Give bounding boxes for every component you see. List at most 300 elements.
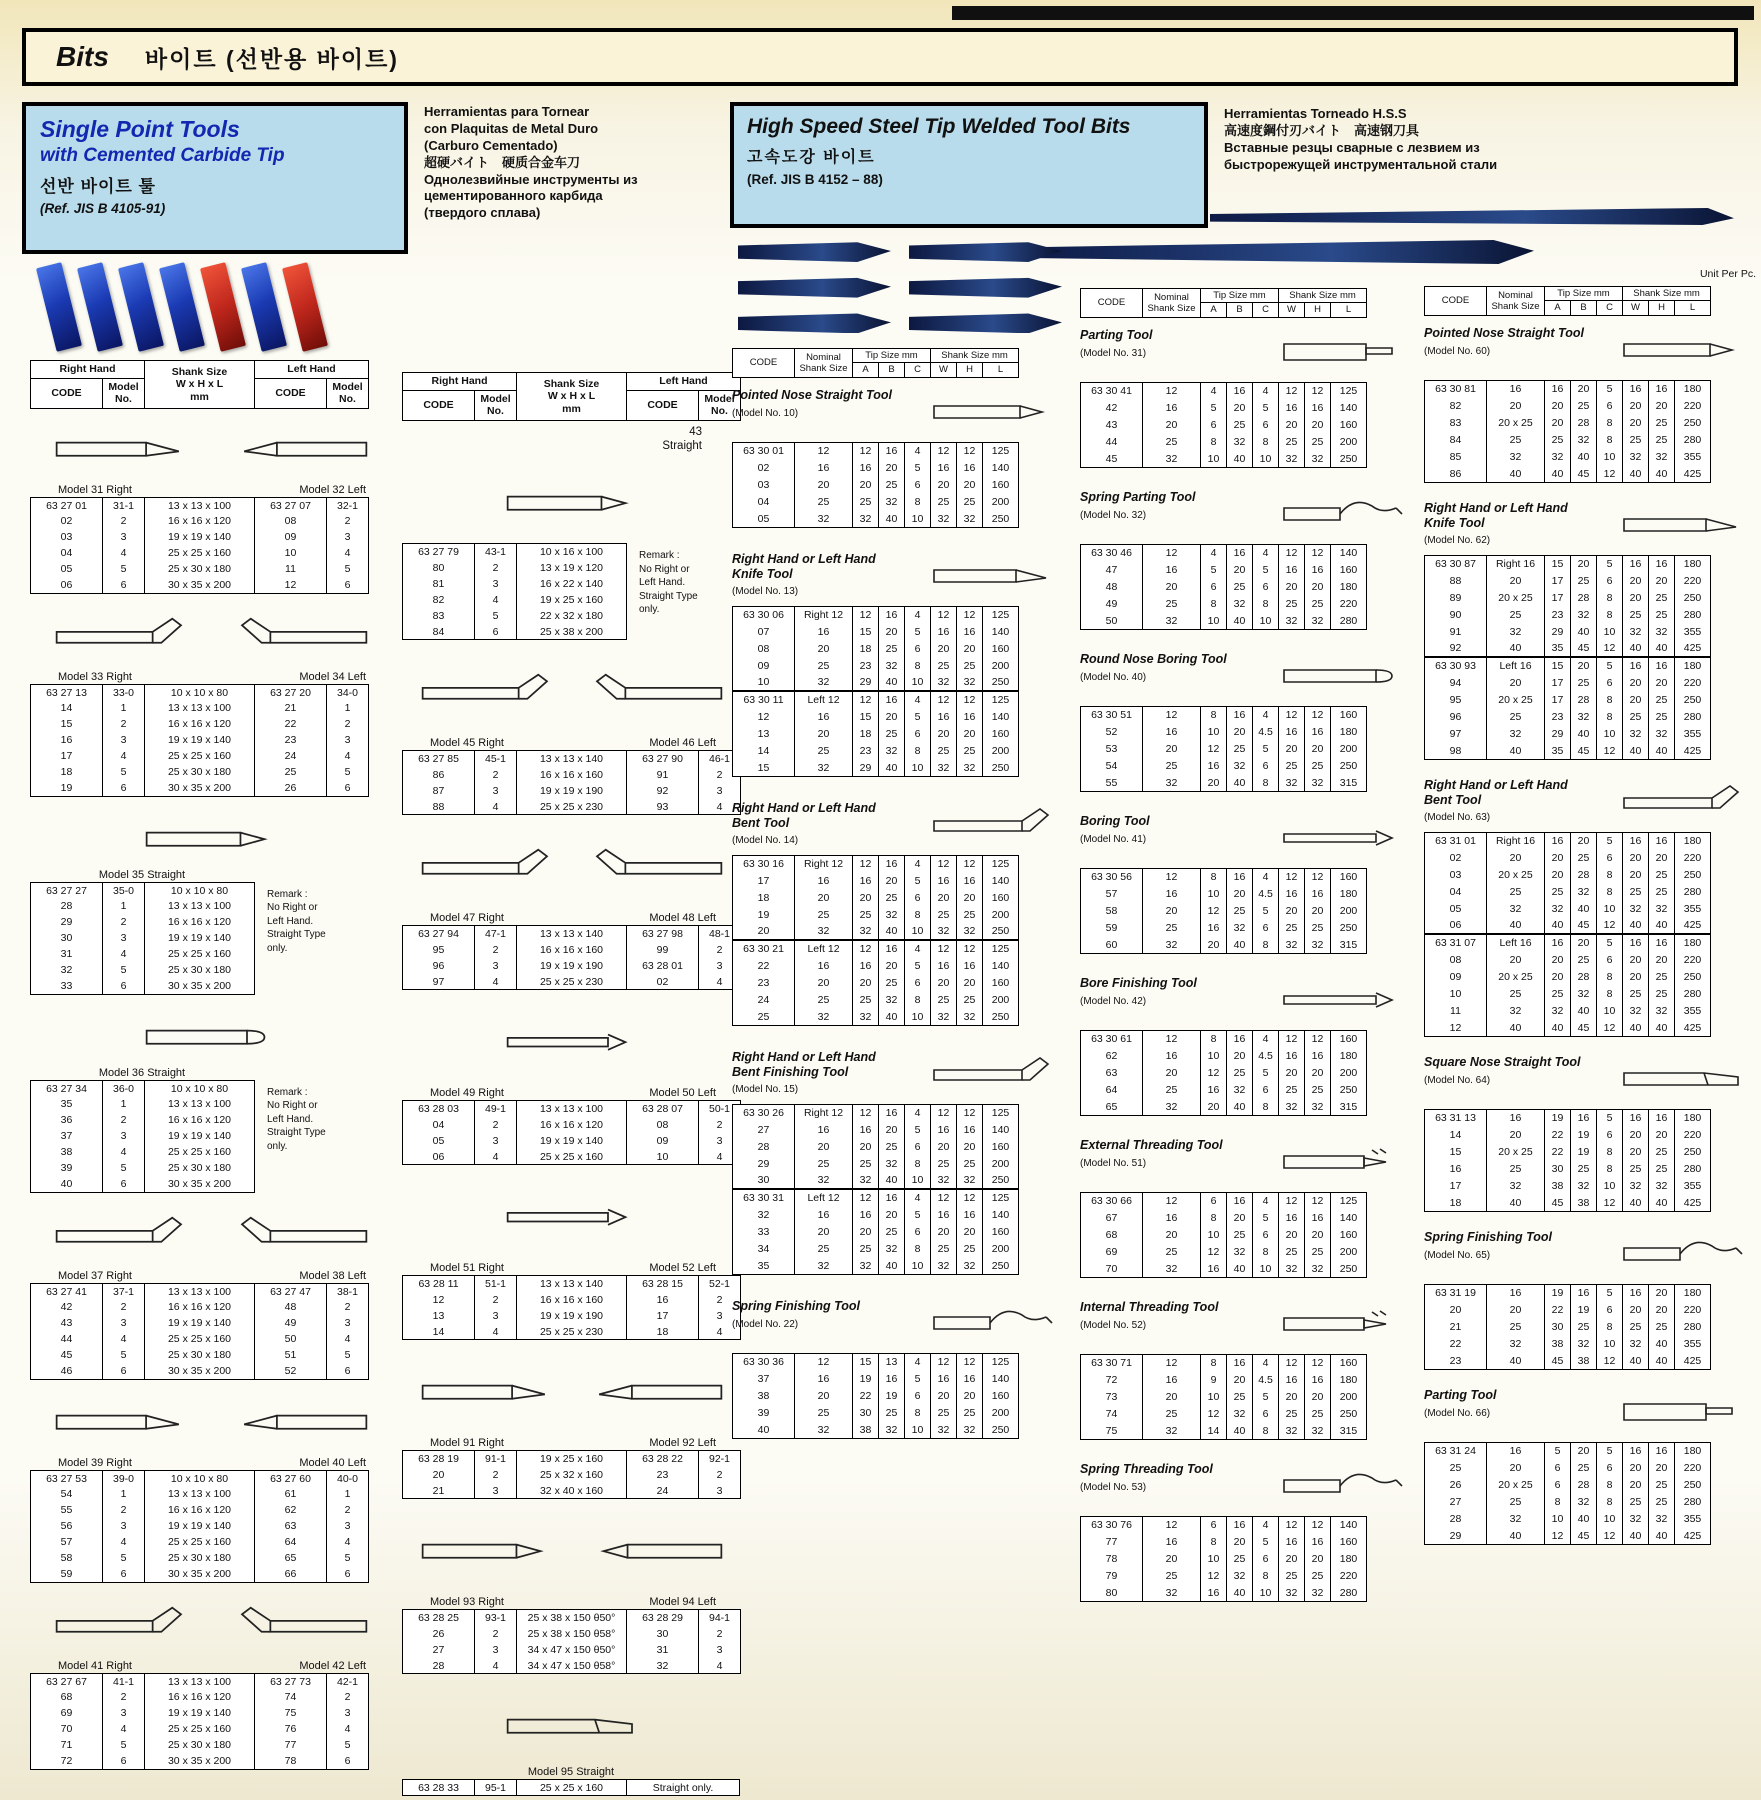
spec-row: [1425, 606, 1711, 623]
tool-title: Right Hand or Left Hand Bent Finishing Tool: [732, 1049, 876, 1079]
cell: 84: [1425, 431, 1487, 448]
cell: 4: [103, 748, 145, 764]
spec-row: [733, 1121, 1019, 1138]
cell: 180: [1675, 555, 1711, 572]
cell: 32: [1623, 448, 1649, 465]
cell: 20: [1227, 1533, 1253, 1550]
cell: 6: [905, 725, 931, 742]
cell: 40: [1623, 1527, 1649, 1544]
cell: 25: [1623, 431, 1649, 448]
spec-row: [1081, 902, 1367, 919]
spec-row: [31, 497, 369, 513]
dim-header: H: [957, 363, 983, 377]
cell: 3: [103, 529, 145, 545]
cell: 33: [31, 978, 103, 994]
spec-row: [403, 1149, 741, 1165]
cell: 54: [31, 1486, 103, 1502]
straight-model-note: 43 Straight: [662, 425, 702, 452]
spec-table: [1424, 1109, 1711, 1212]
cell: 32: [879, 991, 905, 1008]
cell: 11: [255, 561, 327, 577]
cell: 25: [1623, 708, 1649, 725]
cell: 220: [1675, 1301, 1711, 1318]
spec-row: [31, 1315, 369, 1331]
cell: 20: [1201, 936, 1227, 953]
cell: 23: [853, 742, 879, 759]
cell: 12: [795, 442, 853, 459]
cell: 20: [853, 476, 879, 493]
cell: 355: [1675, 1510, 1711, 1527]
cell: 10: [1201, 1550, 1227, 1567]
cell: 16 x 22 x 140: [517, 576, 627, 592]
cell: 16: [879, 1189, 905, 1206]
dim-header: L: [1331, 303, 1367, 317]
cell: 38: [1571, 1352, 1597, 1369]
cell: 40: [1545, 917, 1571, 934]
knife-tool-sketch-icon: [227, 1396, 377, 1444]
cell: 32: [1305, 1422, 1331, 1439]
cell: 20: [931, 1138, 957, 1155]
cell: 20: [1279, 416, 1305, 433]
cell: 78: [255, 1753, 327, 1769]
spec-row: [1425, 968, 1711, 985]
spec-table: [1080, 382, 1367, 468]
spec-table: [402, 1275, 741, 1340]
cell: 40: [31, 1176, 103, 1192]
cell: 125: [983, 442, 1019, 459]
cell: 24: [733, 991, 795, 1008]
cell: 22: [853, 1387, 879, 1404]
model-label-right: Model 91 Right: [430, 1437, 504, 1450]
cell: 44: [31, 1331, 103, 1347]
spec-row: [31, 978, 255, 994]
cell: 37-1: [103, 1283, 145, 1299]
cell: 16: [931, 1206, 957, 1223]
tool-table-block: [732, 1050, 1068, 1275]
cell: 13 x 13 x 100: [145, 1673, 255, 1689]
cell: 13 x 13 x 140: [517, 751, 627, 767]
spec-row: [403, 1610, 741, 1626]
spec-row: [733, 1189, 1019, 1206]
spec-row: [31, 577, 369, 593]
cell: 27: [403, 1642, 475, 1658]
cell: 05: [1425, 900, 1487, 917]
cell: 25: [1571, 397, 1597, 414]
cell: 16: [1201, 919, 1227, 936]
cell: 3: [475, 576, 517, 592]
cell: 200: [1331, 740, 1367, 757]
cell: 63 30 93: [1425, 657, 1487, 674]
cell: 250: [983, 1421, 1019, 1438]
dim-header: H: [1649, 301, 1675, 315]
spec-row: [1425, 623, 1711, 640]
cell: 40: [1623, 640, 1649, 657]
cell: 20: [1201, 774, 1227, 791]
text-line: (твердого сплава): [424, 205, 541, 221]
code-header: CODE: [1425, 287, 1487, 316]
cell: 6: [1597, 1459, 1623, 1476]
cell: 200: [983, 991, 1019, 1008]
cell: 63 27 34: [31, 1080, 103, 1096]
cell: 32: [1305, 1584, 1331, 1601]
shank-size-header: Shank Size mm: [1623, 287, 1711, 301]
tool-title: Pointed Nose Straight Tool: [732, 387, 892, 402]
cell: 42: [31, 1299, 103, 1315]
spec-row: [733, 1257, 1019, 1274]
cell: 250: [983, 510, 1019, 527]
spec-row: [733, 1404, 1019, 1421]
spec-row: [31, 1470, 369, 1486]
cell: 11: [1425, 1002, 1487, 1019]
cell: 63 30 16: [733, 855, 795, 872]
cell: 16: [931, 957, 957, 974]
cell: 4: [103, 1721, 145, 1737]
cell: 40: [1227, 936, 1253, 953]
cell: 25: [931, 1240, 957, 1257]
cell: 32: [1227, 1405, 1253, 1422]
cell: 32: [795, 923, 853, 940]
bore-tool-sketch-icon: [497, 1016, 647, 1064]
spec-row: [31, 545, 369, 561]
tool-sketch: [918, 1050, 1068, 1099]
cell: 16: [1279, 723, 1305, 740]
spec-row: [31, 1299, 369, 1315]
knife-tool-sketch-icon: [227, 423, 377, 471]
cell: 35: [1545, 742, 1571, 759]
cell: 63 30 06: [733, 606, 795, 623]
tool-title: Boring Tool: [1080, 813, 1150, 828]
cell: 8: [1201, 1354, 1227, 1371]
spec-table: [1424, 1284, 1711, 1370]
cell: 68: [31, 1689, 103, 1705]
cell: 74: [1081, 1405, 1143, 1422]
spec-table: [1080, 706, 1367, 792]
spring-tool-sketch-icon: [918, 1299, 1068, 1343]
cell: 30 x 35 x 200: [145, 780, 255, 796]
unit-note: Unit Per Pc.: [1699, 268, 1756, 280]
cell: 34 x 47 x 150 θ58°: [517, 1658, 627, 1674]
spec-row: [1425, 448, 1711, 465]
cell: 32: [1649, 725, 1675, 742]
cell: 4: [327, 1534, 369, 1550]
tool-title: Spring Parting Tool: [1080, 489, 1196, 504]
cell: 25: [1279, 757, 1305, 774]
spec-row: [403, 942, 741, 958]
cell: 6: [1253, 1226, 1279, 1243]
cell: 38: [1545, 1335, 1571, 1352]
cell: 2: [475, 1467, 517, 1483]
cell: 19: [733, 906, 795, 923]
cell: 12: [1597, 917, 1623, 934]
cell: 63 27 27: [31, 882, 103, 898]
cell: 05: [31, 561, 103, 577]
cell: 12: [1143, 706, 1201, 723]
cell: 20: [795, 476, 853, 493]
cell: 200: [983, 1240, 1019, 1257]
spec-row: [1425, 866, 1711, 883]
cell: 10: [1253, 1260, 1279, 1277]
model-table-block: [402, 1257, 742, 1340]
cell: 160: [1331, 706, 1367, 723]
cell: 16: [1201, 1081, 1227, 1098]
cell: 40: [1623, 465, 1649, 482]
spec-row: [31, 748, 369, 764]
cell: 8: [905, 1155, 931, 1172]
cell: 3: [103, 1128, 145, 1144]
cell: 32: [1305, 1260, 1331, 1277]
cell: 25: [879, 1404, 905, 1421]
model-number: (Model No. 14): [732, 835, 799, 847]
spec-row: [1081, 1533, 1367, 1550]
cell: 25: [1571, 849, 1597, 866]
cell: 68: [1081, 1226, 1143, 1243]
cell: 95-1: [475, 1780, 517, 1796]
cell: 125: [983, 1353, 1019, 1370]
model-labels: [402, 1432, 742, 1449]
dim-header: B: [879, 363, 905, 377]
cell: 63 30 61: [1081, 1030, 1143, 1047]
cell: 2: [475, 942, 517, 958]
tool-block-header: [732, 1050, 1068, 1102]
cell: 63 30 31: [733, 1189, 795, 1206]
cell: 47-1: [475, 926, 517, 942]
cell: 200: [983, 493, 1019, 510]
pt-tool-sketch-icon: [497, 477, 647, 525]
cell: 6: [1597, 1126, 1623, 1143]
cell: 5: [1253, 902, 1279, 919]
cell: 140: [1331, 544, 1367, 561]
spec-row: [1081, 544, 1367, 561]
spec-table: [402, 543, 627, 640]
tip-size-header: Tip Size mm: [1545, 287, 1623, 301]
tool-bit-photo: [241, 262, 287, 352]
model-label: Model 36 Straight: [98, 1066, 186, 1079]
cell: 25: [1649, 1493, 1675, 1510]
spec-row: [1425, 900, 1711, 917]
tool-sketch: [1268, 1462, 1418, 1511]
cell: 32: [879, 906, 905, 923]
cell: 20: [1649, 1126, 1675, 1143]
cell: 20: [1279, 740, 1305, 757]
spec-row: [733, 940, 1019, 957]
left-table-header: [402, 372, 742, 453]
cell: 16: [1623, 1284, 1649, 1301]
cell: 30 x 35 x 200: [145, 978, 255, 994]
cell: 15: [1545, 657, 1571, 674]
cell: 10: [1597, 900, 1623, 917]
model-labels: [30, 479, 392, 496]
cell: 16: [1279, 1047, 1305, 1064]
cell: 45: [1081, 450, 1143, 467]
cell: 17: [1545, 589, 1571, 606]
cell: 20: [1649, 1459, 1675, 1476]
bentr-tool-sketch-icon: [918, 801, 1068, 845]
cell: 94-1: [699, 1610, 741, 1626]
tool-table-block: [1080, 1300, 1418, 1440]
cell: 23: [733, 974, 795, 991]
cell: 160: [983, 889, 1019, 906]
cell: 6: [905, 974, 931, 991]
cell: 20: [1305, 1064, 1331, 1081]
cell: 63 31 01: [1425, 832, 1487, 849]
cell: 20: [1227, 1371, 1253, 1388]
cell: 25: [879, 476, 905, 493]
cell: 12: [853, 1104, 879, 1121]
cell: 25: [1649, 1143, 1675, 1160]
cell: 32: [1649, 448, 1675, 465]
cell: 25: [1487, 606, 1545, 623]
spec-row: [403, 1658, 741, 1674]
cell: 20: [1545, 968, 1571, 985]
cell: 25: [1279, 1405, 1305, 1422]
cell: 16 x 16 x 120: [145, 1299, 255, 1315]
cell: 06: [31, 577, 103, 593]
cell: 13 x 13 x 100: [517, 1101, 627, 1117]
spec-row: [1425, 1109, 1711, 1126]
cell: 63 28 11: [403, 1276, 475, 1292]
cell: 25: [1305, 595, 1331, 612]
cell: 32: [931, 759, 957, 776]
spec-row: [1425, 1352, 1711, 1369]
cell: 63 28 33: [403, 1780, 475, 1796]
cell: 20 x 25: [1487, 968, 1545, 985]
spring-tool-sketch-icon: [1268, 490, 1418, 534]
cell: 5: [1597, 1109, 1623, 1126]
cell: 12: [1143, 382, 1201, 399]
cell: 63 30 81: [1425, 380, 1487, 397]
model-labels: [30, 666, 392, 683]
pt-tool-sketch-icon: [582, 1525, 732, 1573]
cell: 20: [931, 1387, 957, 1404]
cell: 160: [1331, 561, 1367, 578]
spec-row: [733, 1104, 1019, 1121]
cell: 2: [475, 767, 517, 783]
cell: 3: [327, 732, 369, 748]
spec-row: [1081, 561, 1367, 578]
cell: 25: [853, 1240, 879, 1257]
cell: 16: [1623, 555, 1649, 572]
cell: 17: [733, 872, 795, 889]
right-section-title-box: [730, 102, 1208, 228]
cell: 32: [1227, 757, 1253, 774]
cell: 25: [1571, 1459, 1597, 1476]
cell: 28: [403, 1658, 475, 1674]
cell: 69: [1081, 1243, 1143, 1260]
cell: 355: [1675, 900, 1711, 917]
cell: 86: [1425, 465, 1487, 482]
cell: 250: [1675, 589, 1711, 606]
cell: 32: [1571, 606, 1597, 623]
cell: 6: [103, 1176, 145, 1192]
cell: 5: [1597, 657, 1623, 674]
spec-row: [403, 1133, 741, 1149]
spec-row: [1081, 1516, 1367, 1533]
cell: 280: [1675, 1318, 1711, 1335]
cell: 4: [699, 1658, 741, 1674]
cell: 32: [1545, 1002, 1571, 1019]
cell: 355: [1675, 1002, 1711, 1019]
cell: 47: [1081, 561, 1143, 578]
cell: 220: [1675, 1459, 1711, 1476]
cell: 140: [983, 459, 1019, 476]
cell: 18: [627, 1324, 699, 1340]
model-number: (Model No. 60): [1424, 345, 1491, 357]
cell: 53: [1081, 740, 1143, 757]
tool-bit-photo: [738, 276, 891, 298]
cell: 32: [931, 1008, 957, 1025]
cell: 20: [957, 1387, 983, 1404]
cell: 5: [103, 962, 145, 978]
tool-title: Spring Finishing Tool: [1424, 1229, 1552, 1244]
cell: 250: [1331, 1081, 1367, 1098]
cell: 10: [905, 1257, 931, 1274]
cell: 17: [31, 748, 103, 764]
cell: 25: [1143, 919, 1201, 936]
cell: 200: [983, 657, 1019, 674]
tool-sketch: [1608, 778, 1758, 827]
hss-tools-column-3: [1424, 268, 1758, 1563]
tool-block-header: [1080, 328, 1418, 380]
cell: 25: [1623, 606, 1649, 623]
cell: 16: [627, 1292, 699, 1308]
cell: 12: [1143, 544, 1201, 561]
cell: 200: [1331, 1243, 1367, 1260]
cell: 20: [1487, 1301, 1545, 1318]
cell: 45-1: [475, 751, 517, 767]
cell: 40: [1623, 917, 1649, 934]
cell: 20: [1143, 578, 1201, 595]
cell: 23: [627, 1467, 699, 1483]
tool-bit-photo: [909, 311, 1062, 333]
cell: 2: [327, 1502, 369, 1518]
cell: 64: [255, 1534, 327, 1550]
cell: 75: [255, 1705, 327, 1721]
dim-header: C: [1597, 301, 1623, 315]
cell: 5: [905, 872, 931, 889]
cell: 13 x 13 x 100: [145, 497, 255, 513]
cell: 40: [879, 759, 905, 776]
spec-row: [403, 1101, 741, 1117]
cell: 10 x 10 x 80: [145, 1080, 255, 1096]
cell: 12: [1279, 544, 1305, 561]
cell: 32: [853, 510, 879, 527]
tool-sketch: [1608, 501, 1758, 550]
cell: 32: [1571, 1493, 1597, 1510]
cell: 20: [1279, 1226, 1305, 1243]
spec-row: [1425, 985, 1711, 1002]
cell: 12: [1201, 902, 1227, 919]
cell: 15: [733, 759, 795, 776]
tool-block-header: [1424, 1388, 1758, 1440]
cell: 58: [1081, 902, 1143, 919]
cell: 5: [327, 1550, 369, 1566]
cell: 20: [1649, 1301, 1675, 1318]
cell: 12: [931, 1189, 957, 1206]
cell: 32: [1649, 900, 1675, 917]
cell: 4: [1201, 382, 1227, 399]
cell: 8: [1253, 595, 1279, 612]
cell: 32: [1487, 1510, 1545, 1527]
cell: 5: [1253, 561, 1279, 578]
model-table-block: [30, 1265, 392, 1380]
cell: 140: [983, 623, 1019, 640]
spec-row: [1081, 1567, 1367, 1584]
tool-sketch: [918, 552, 1068, 601]
spec-row: [403, 767, 741, 783]
tool-title: Right Hand or Left Hand Knife Tool: [732, 551, 876, 581]
dim-header: W: [931, 363, 957, 377]
cell: 8: [905, 657, 931, 674]
